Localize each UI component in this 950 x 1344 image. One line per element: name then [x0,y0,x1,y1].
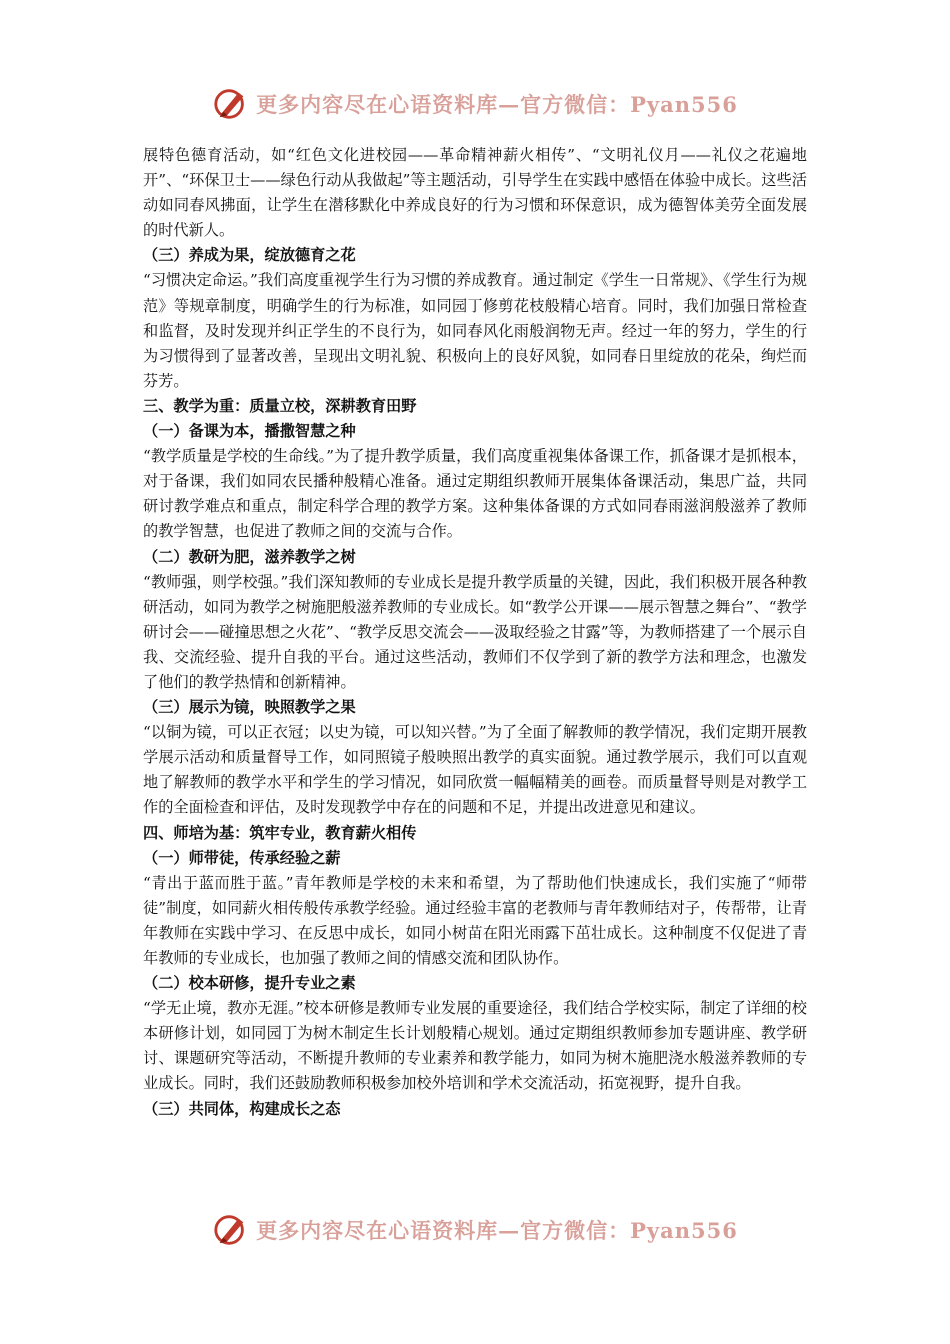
paragraph: “学无止境，教亦无涯。”校本研修是教师专业发展的重要途径，我们结合学校实际，制定了详细的校本研修计划，如同园丁为树木制定生长计划般精心规划。通过定期组织教师参加专题讲座、教学研讨、课题研究等活动，不断提升教师的专业素养和教学能力，如同为树木施肥浇水般滋养教师的专业成长。同时，我们还鼓励教师积极参加校外培训和学术交流活动，拓宽视野，提升自我。 [143,999,807,1093]
section-heading: （二）校本研修，提升专业之素 [143,974,356,993]
document-body [143,143,807,1122]
header-banner [0,84,950,124]
paragraph: “教师强，则学校强。”我们深知教师的专业成长是提升教学质量的关键，因此，我们积极开展各种教研活动，如同为教学之树施肥般滋养教师的专业成长。如“教学公开课——展示智慧之舞台”、“教学研讨会——碰撞思想之火花”、“教学反思交流会——汲取经验之甘露”等，为教师搭建了一个展示自我、交流经验、提升自我的平台。通过这些活动，教师们不仅学到了新的教学方法和理念，也激发了他们的教学热情和创新精神。 [143,572,807,691]
paragraph: “以铜为镜，可以正衣冠；以史为镜，可以知兴替。”为了全面了解教师的教学情况，我们定期开展教学展示活动和质量督导工作，如同照镜子般映照出教学的真实面貌。通过教学展示，我们可以直观地了解教师的教学水平和学生的学习情况，如同欣赏一幅幅精美的画卷。而质量督导则是对教学工作的全面检查和评估，及时发现教学中存在的问题和不足，并提出改进意见和建议。 [143,723,807,817]
pen-logo-icon [212,1211,250,1249]
paragraph: 展特色德育活动，如“红色文化进校园——革命精神薪火相传”、“文明礼仪月——礼仪之花遍地开”、“环保卫士——绿色行动从我做起”等主题活动，引导学生在实践中感悟在体验中成长。这些活动如同春风拂面，让学生在潜移默化中养成良好的行为习惯和环保意识，成为德智体美劳全面发展的时代新人。 [143,146,807,240]
section-heading: 四、师培为基：筑牢专业，教育薪火相传 [143,823,417,842]
section-heading: （三）展示为镜，映照教学之果 [143,698,356,717]
paragraph: “教学质量是学校的生命线。”为了提升教学质量，我们高度重视集体备课工作，抓备课才是抓根本，对于备课，我们如同农民播种般精心准备。通过定期组织教师开展集体备课活动，集思广益，共同研讨教学难点和重点，制定科学合理的教学方案。这种集体备课的方式如同春雨滋润般滋养了教师的教学智慧，也促进了教师之间的交流与合作。 [143,447,807,541]
section-heading: 三、教学为重：质量立校，深耕教育田野 [143,396,417,415]
paragraph: “习惯决定命运。”我们高度重视学生行为习惯的养成教育。通过制定《学生一日常规》、《学生行为规范》等规章制度，明确学生的行为标准，如同园丁修剪花枝般精心培育。同时，我们加强日常检查和监督，及时发现并纠正学生的不良行为，如同春风化雨般润物无声。经过一年的努力，学生的行为习惯得到了显著改善，呈现出文明礼貌、积极向上的良好风貌，如同春日里绽放的花朵，绚烂而芬芳。 [143,271,807,390]
footer-banner [0,1210,950,1250]
banner-text: 更多内容尽在心语资料库—官方微信：Pyan556 [256,92,738,117]
section-heading: （二）教研为肥，滋养教学之树 [143,547,356,566]
section-heading: （一）师带徒，传承经验之薪 [143,848,341,867]
banner-text: 更多内容尽在心语资料库—官方微信：Pyan556 [256,1218,738,1243]
section-heading: （三）养成为果，绽放德育之花 [143,246,356,265]
pen-logo-icon [212,85,250,123]
section-heading: （三）共同体，构建成长之态 [143,1099,341,1118]
paragraph: “青出于蓝而胜于蓝。”青年教师是学校的未来和希望，为了帮助他们快速成长，我们实施了“师带徒”制度，如同薪火相传般传承教学经验。通过经验丰富的老教师与青年教师结对子，传帮带，让青年教师在实践中学习、在反思中成长，如同小树苗在阳光雨露下茁壮成长。这种制度不仅促进了青年教师的专业成长，也加强了教师之间的情感交流和团队协作。 [143,873,807,967]
section-heading: （一）备课为本，播撒智慧之种 [143,422,356,441]
